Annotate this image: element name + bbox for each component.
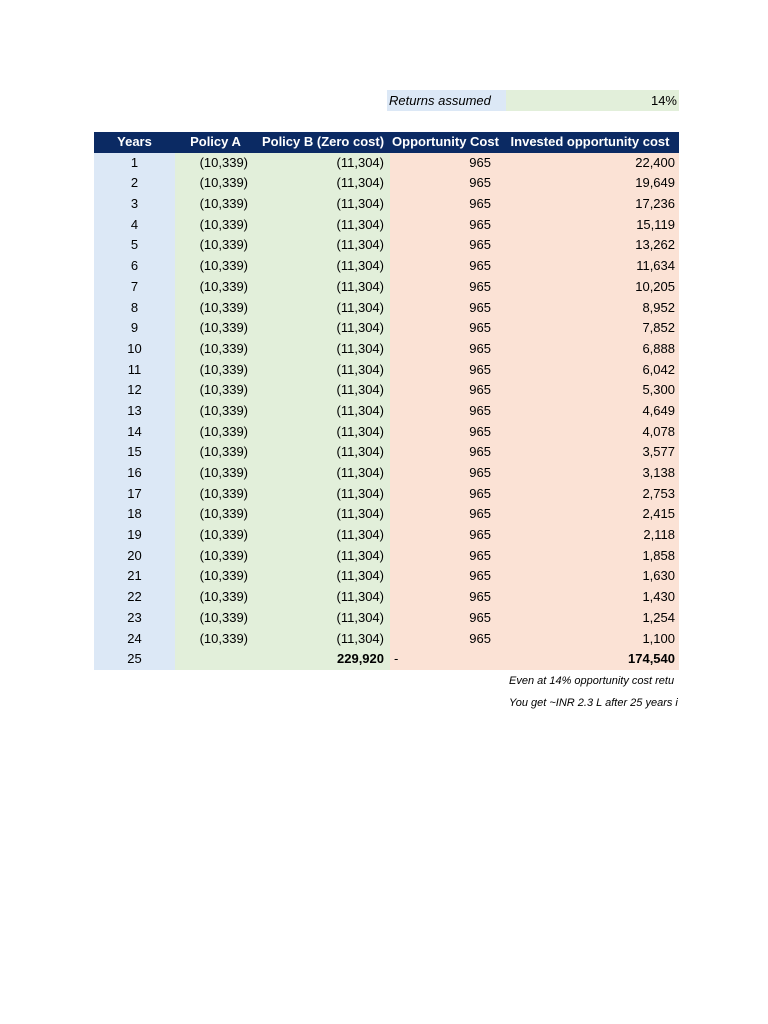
cell-policy-a[interactable]: (10,339) (175, 401, 256, 422)
table-row (94, 318, 679, 339)
cell-policy-a[interactable]: (10,339) (175, 215, 256, 236)
table-row (94, 442, 679, 463)
cell-policy-b[interactable]: (11,304) (256, 256, 390, 277)
table-row (94, 215, 679, 236)
spreadsheet-table (94, 132, 679, 670)
cell-policy-a[interactable]: (10,339) (175, 566, 256, 587)
table-row (94, 608, 679, 629)
cell-opportunity-cost[interactable]: 965 (390, 235, 501, 256)
table-row (94, 235, 679, 256)
cell-year[interactable]: 8 (94, 298, 175, 319)
cell-invested-opportunity-cost[interactable]: 22,400 (501, 153, 679, 174)
cell-invested-opportunity-cost[interactable]: 1,254 (501, 608, 679, 629)
returns-assumed-row (387, 90, 679, 111)
cell-policy-a[interactable]: (10,339) (175, 422, 256, 443)
cell-invested-opportunity-cost[interactable]: 1,630 (501, 566, 679, 587)
cell-opportunity-cost[interactable]: - (390, 649, 501, 670)
table-row (94, 339, 679, 360)
table-row (94, 298, 679, 319)
table-row (94, 546, 679, 567)
cell-year[interactable]: 6 (94, 256, 175, 277)
cell-invested-opportunity-cost[interactable]: 4,649 (501, 401, 679, 422)
cell-policy-a[interactable]: (10,339) (175, 298, 256, 319)
cell-invested-opportunity-cost[interactable]: 17,236 (501, 194, 679, 215)
cell-policy-a[interactable]: (10,339) (175, 277, 256, 298)
cell-opportunity-cost[interactable]: 965 (390, 153, 501, 174)
cell-policy-b[interactable]: (11,304) (256, 422, 390, 443)
cell-policy-b[interactable]: (11,304) (256, 153, 390, 174)
cell-invested-opportunity-cost[interactable]: 10,205 (501, 277, 679, 298)
cell-year[interactable]: 19 (94, 525, 175, 546)
cell-policy-b[interactable]: (11,304) (256, 504, 390, 525)
cell-policy-b[interactable]: (11,304) (256, 194, 390, 215)
cell-policy-b[interactable]: (11,304) (256, 380, 390, 401)
cell-year[interactable]: 10 (94, 339, 175, 360)
note-line[interactable]: Even at 14% opportunity cost retu (509, 675, 675, 687)
cell-opportunity-cost[interactable]: 965 (390, 566, 501, 587)
table-row (94, 401, 679, 422)
cell-invested-opportunity-cost[interactable]: 1,858 (501, 546, 679, 567)
cell-policy-b[interactable]: (11,304) (256, 546, 390, 567)
cell-opportunity-cost[interactable]: 965 (390, 194, 501, 215)
cell-invested-opportunity-cost[interactable]: 7,852 (501, 318, 679, 339)
cell-policy-a[interactable]: (10,339) (175, 525, 256, 546)
cell-policy-a[interactable]: (10,339) (175, 484, 256, 505)
cell-opportunity-cost[interactable]: 965 (390, 629, 501, 650)
cell-policy-b[interactable]: (11,304) (256, 173, 390, 194)
cell-opportunity-cost[interactable]: 965 (390, 298, 501, 319)
cell-policy-a[interactable]: (10,339) (175, 608, 256, 629)
note-line[interactable]: You get ~INR 2.3 L after 25 years i (509, 697, 678, 709)
cell-policy-a[interactable]: (10,339) (175, 318, 256, 339)
cell-year[interactable]: 24 (94, 629, 175, 650)
cell-opportunity-cost[interactable]: 965 (390, 608, 501, 629)
table-row (94, 194, 679, 215)
cell-opportunity-cost[interactable]: 965 (390, 484, 501, 505)
cell-policy-a[interactable]: (10,339) (175, 587, 256, 608)
cell-policy-b[interactable]: (11,304) (256, 442, 390, 463)
cell-year[interactable]: 9 (94, 318, 175, 339)
cell-invested-opportunity-cost[interactable]: 8,952 (501, 298, 679, 319)
cell-opportunity-cost[interactable]: 965 (390, 401, 501, 422)
header-years[interactable]: Years (94, 132, 175, 153)
cell-year[interactable]: 22 (94, 587, 175, 608)
table-row (94, 173, 679, 194)
cell-year[interactable]: 5 (94, 235, 175, 256)
cell-opportunity-cost[interactable]: 965 (390, 587, 501, 608)
cell-invested-opportunity-cost[interactable]: 2,415 (501, 504, 679, 525)
cell-policy-a[interactable]: (10,339) (175, 173, 256, 194)
cell-policy-b[interactable]: (11,304) (256, 629, 390, 650)
cell-policy-a[interactable]: (10,339) (175, 442, 256, 463)
table-row (94, 256, 679, 277)
cell-policy-a[interactable]: (10,339) (175, 360, 256, 381)
cell-year[interactable]: 1 (94, 153, 175, 174)
header-opportunity-cost[interactable]: Opportunity Cost (390, 132, 501, 153)
cell-policy-a[interactable]: (10,339) (175, 153, 256, 174)
cell-invested-opportunity-cost[interactable]: 19,649 (501, 173, 679, 194)
cell-invested-opportunity-cost[interactable]: 1,430 (501, 587, 679, 608)
cell-policy-b[interactable]: (11,304) (256, 463, 390, 484)
cell-year[interactable]: 16 (94, 463, 175, 484)
cell-opportunity-cost[interactable]: 965 (390, 546, 501, 567)
cell-invested-opportunity-cost[interactable]: 1,100 (501, 629, 679, 650)
cell-opportunity-cost[interactable]: 965 (390, 504, 501, 525)
cell-policy-b[interactable]: (11,304) (256, 235, 390, 256)
cell-opportunity-cost[interactable]: 965 (390, 277, 501, 298)
cell-invested-opportunity-cost[interactable]: 3,138 (501, 463, 679, 484)
cell-year[interactable]: 25 (94, 649, 175, 670)
table-header-row (94, 132, 679, 153)
cell-year[interactable]: 20 (94, 546, 175, 567)
cell-policy-a[interactable]: (10,339) (175, 235, 256, 256)
cell-invested-opportunity-cost[interactable]: 6,042 (501, 360, 679, 381)
cell-policy-b[interactable]: (11,304) (256, 298, 390, 319)
cell-opportunity-cost[interactable]: 965 (390, 442, 501, 463)
cell-year[interactable]: 15 (94, 442, 175, 463)
cell-policy-a[interactable]: (10,339) (175, 504, 256, 525)
table-row (94, 463, 679, 484)
cell-policy-a[interactable]: (10,339) (175, 546, 256, 567)
table-row (94, 360, 679, 381)
cell-policy-a[interactable]: (10,339) (175, 380, 256, 401)
cell-policy-b[interactable]: (11,304) (256, 318, 390, 339)
cell-invested-opportunity-cost[interactable]: 2,753 (501, 484, 679, 505)
cell-policy-b[interactable]: (11,304) (256, 401, 390, 422)
cell-invested-opportunity-cost[interactable]: 3,577 (501, 442, 679, 463)
table-row (94, 587, 679, 608)
cell-opportunity-cost[interactable]: 965 (390, 422, 501, 443)
table-row (94, 629, 679, 650)
cell-year[interactable]: 7 (94, 277, 175, 298)
cell-policy-b[interactable]: (11,304) (256, 525, 390, 546)
cell-opportunity-cost[interactable]: 965 (390, 173, 501, 194)
cell-year[interactable]: 18 (94, 504, 175, 525)
cell-policy-b[interactable]: (11,304) (256, 277, 390, 298)
cell-invested-opportunity-cost[interactable]: 13,262 (501, 235, 679, 256)
cell-policy-b[interactable]: (11,304) (256, 587, 390, 608)
table-total-row (94, 649, 679, 670)
cell-opportunity-cost[interactable]: 965 (390, 318, 501, 339)
cell-policy-b[interactable]: (11,304) (256, 566, 390, 587)
cell-opportunity-cost[interactable]: 965 (390, 215, 501, 236)
cell-policy-a[interactable] (175, 649, 256, 670)
cell-opportunity-cost[interactable]: 965 (390, 380, 501, 401)
cell-policy-a[interactable]: (10,339) (175, 339, 256, 360)
header-invested-opportunity-cost[interactable]: Invested opportunity cost (501, 132, 679, 153)
cell-year[interactable]: 13 (94, 401, 175, 422)
header-policy-a[interactable]: Policy A (175, 132, 256, 153)
cell-policy-a[interactable]: (10,339) (175, 256, 256, 277)
returns-assumed-value[interactable]: 14% (506, 90, 679, 111)
cell-policy-b[interactable]: (11,304) (256, 484, 390, 505)
cell-invested-opportunity-cost[interactable]: 174,540 (501, 649, 679, 670)
cell-year[interactable]: 4 (94, 215, 175, 236)
returns-assumed-label: Returns assumed (387, 90, 506, 111)
cell-opportunity-cost[interactable]: 965 (390, 525, 501, 546)
cell-opportunity-cost[interactable]: 965 (390, 360, 501, 381)
cell-policy-a[interactable]: (10,339) (175, 629, 256, 650)
cell-policy-b[interactable]: (11,304) (256, 339, 390, 360)
cell-invested-opportunity-cost[interactable]: 5,300 (501, 380, 679, 401)
cell-year[interactable]: 3 (94, 194, 175, 215)
cell-year[interactable]: 17 (94, 484, 175, 505)
cell-invested-opportunity-cost[interactable]: 15,119 (501, 215, 679, 236)
cell-policy-a[interactable]: (10,339) (175, 463, 256, 484)
table-row (94, 380, 679, 401)
cell-year[interactable]: 23 (94, 608, 175, 629)
table-row (94, 484, 679, 505)
notes (509, 670, 679, 714)
cell-invested-opportunity-cost[interactable]: 6,888 (501, 339, 679, 360)
cell-opportunity-cost[interactable]: 965 (390, 463, 501, 484)
cell-opportunity-cost[interactable]: 965 (390, 339, 501, 360)
cell-opportunity-cost[interactable]: 965 (390, 256, 501, 277)
cell-policy-b[interactable]: (11,304) (256, 215, 390, 236)
table-row (94, 525, 679, 546)
cell-year[interactable]: 11 (94, 360, 175, 381)
cell-year[interactable]: 12 (94, 380, 175, 401)
cell-year[interactable]: 14 (94, 422, 175, 443)
cell-year[interactable]: 21 (94, 566, 175, 587)
table-row (94, 566, 679, 587)
table-row (94, 422, 679, 443)
cell-policy-b[interactable]: (11,304) (256, 608, 390, 629)
cell-invested-opportunity-cost[interactable]: 11,634 (501, 256, 679, 277)
cell-policy-b[interactable]: 229,920 (256, 649, 390, 670)
cell-invested-opportunity-cost[interactable]: 2,118 (501, 525, 679, 546)
table-row (94, 153, 679, 174)
table-row (94, 504, 679, 525)
table-row (94, 277, 679, 298)
header-policy-b[interactable]: Policy B (Zero cost) (256, 132, 390, 153)
cell-policy-b[interactable]: (11,304) (256, 360, 390, 381)
cell-invested-opportunity-cost[interactable]: 4,078 (501, 422, 679, 443)
cell-year[interactable]: 2 (94, 173, 175, 194)
cell-policy-a[interactable]: (10,339) (175, 194, 256, 215)
